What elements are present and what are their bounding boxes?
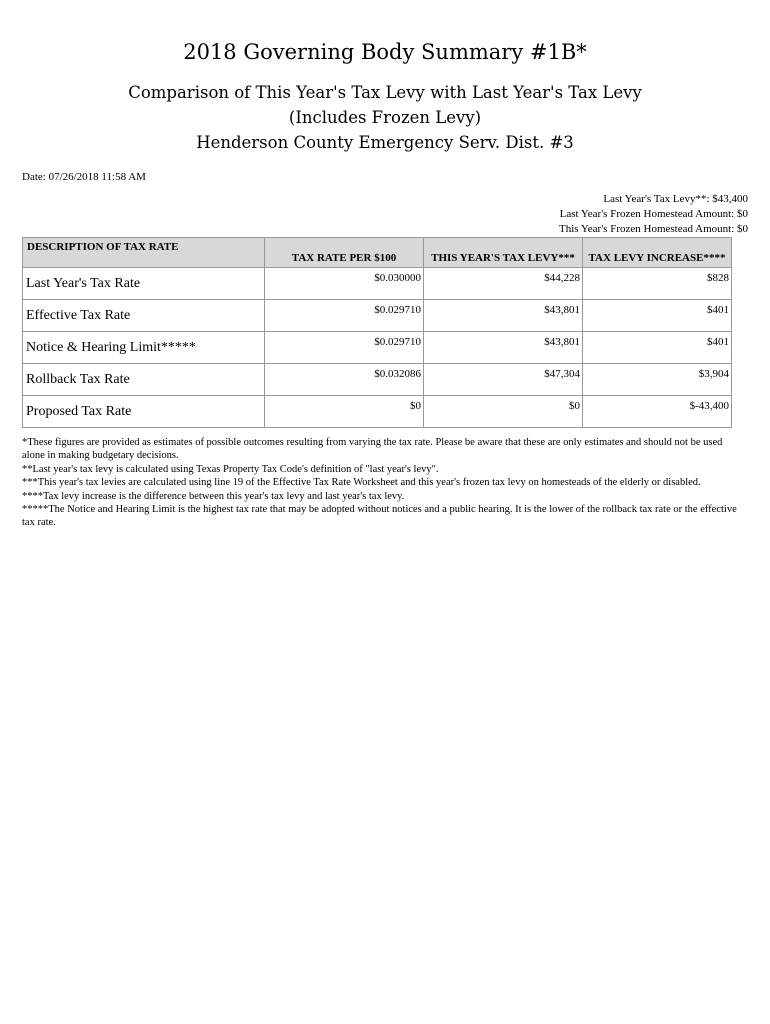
page-title: 2018 Governing Body Summary #1B* [183,40,587,64]
subtitle-comparison: Comparison of This Year's Tax Levy with Last Year's Tax Levy [128,83,642,102]
header-description: DESCRIPTION OF TAX RATE [23,238,265,268]
row-levy: $44,228 [424,268,583,300]
page-subtitle [0,80,770,155]
row-rate: $0.029710 [265,332,424,364]
subtitle-frozen-levy: (Includes Frozen Levy) [288,108,482,127]
row-increase: $401 [583,332,732,364]
row-levy: $43,801 [424,332,583,364]
this-year-frozen-amount: This Year's Frozen Homestead Amount: $0 [559,223,748,235]
header-rate: TAX RATE PER $100 [265,238,424,268]
row-increase: $828 [583,268,732,300]
last-year-levy: Last Year's Tax Levy**: $43,400 [603,193,748,205]
table-row [23,396,732,428]
header-levy: THIS YEAR'S TAX LEVY*** [424,238,583,268]
footnote-last-year-levy: **Last year's tax levy is calculated using Texas Property Tax Code's definition of "last year's levy". [22,463,439,475]
table-row [23,364,732,396]
footnote-notice-hearing: *****The Notice and Hearing Limit is the highest tax rate that may be adopted without notices and a public hearing. It is the lower of the rollback tax rate or the effective tax rate. [22,504,737,529]
footnote-this-year-levy: ***This year's tax levies are calculated using line 19 of the Effective Tax Rate Worksheet and this year's frozen tax levy on homesteads of the elderly or disabled. [22,477,701,489]
footnote-estimates: *These figures are provided as estimates of possible outcomes resulting from varying the tax rate. Please be aware that these are only estimates and should not be used alone in making budgetary decisions. [22,437,723,462]
row-rate: $0.032086 [265,364,424,396]
subtitle-district: Henderson County Emergency Serv. Dist. #3 [196,133,574,152]
table-row [23,300,732,332]
footnotes [22,436,744,530]
row-description: Notice & Hearing Limit***** [23,332,265,364]
row-increase: $3,904 [583,364,732,396]
row-levy: $47,304 [424,364,583,396]
row-rate: $0.029710 [265,300,424,332]
report-date: Date: 07/26/2018 11:58 AM [22,171,146,183]
row-increase: $401 [583,300,732,332]
row-description: Last Year's Tax Rate [23,268,265,300]
row-description: Effective Tax Rate [23,300,265,332]
row-rate: $0.030000 [265,268,424,300]
levy-info-block [559,192,748,237]
row-levy: $0 [424,396,583,428]
table-row [23,332,732,364]
last-year-frozen-amount: Last Year's Frozen Homestead Amount: $0 [559,208,748,220]
row-levy: $43,801 [424,300,583,332]
footnote-levy-increase: ****Tax levy increase is the difference between this year's tax levy and last year's tax levy. [22,490,405,502]
table-row [23,268,732,300]
row-description: Rollback Tax Rate [23,364,265,396]
table-header-row [23,238,732,268]
row-description: Proposed Tax Rate [23,396,265,428]
header-increase: TAX LEVY INCREASE**** [583,238,732,268]
row-increase: $-43,400 [583,396,732,428]
row-rate: $0 [265,396,424,428]
tax-rate-table [22,237,732,428]
